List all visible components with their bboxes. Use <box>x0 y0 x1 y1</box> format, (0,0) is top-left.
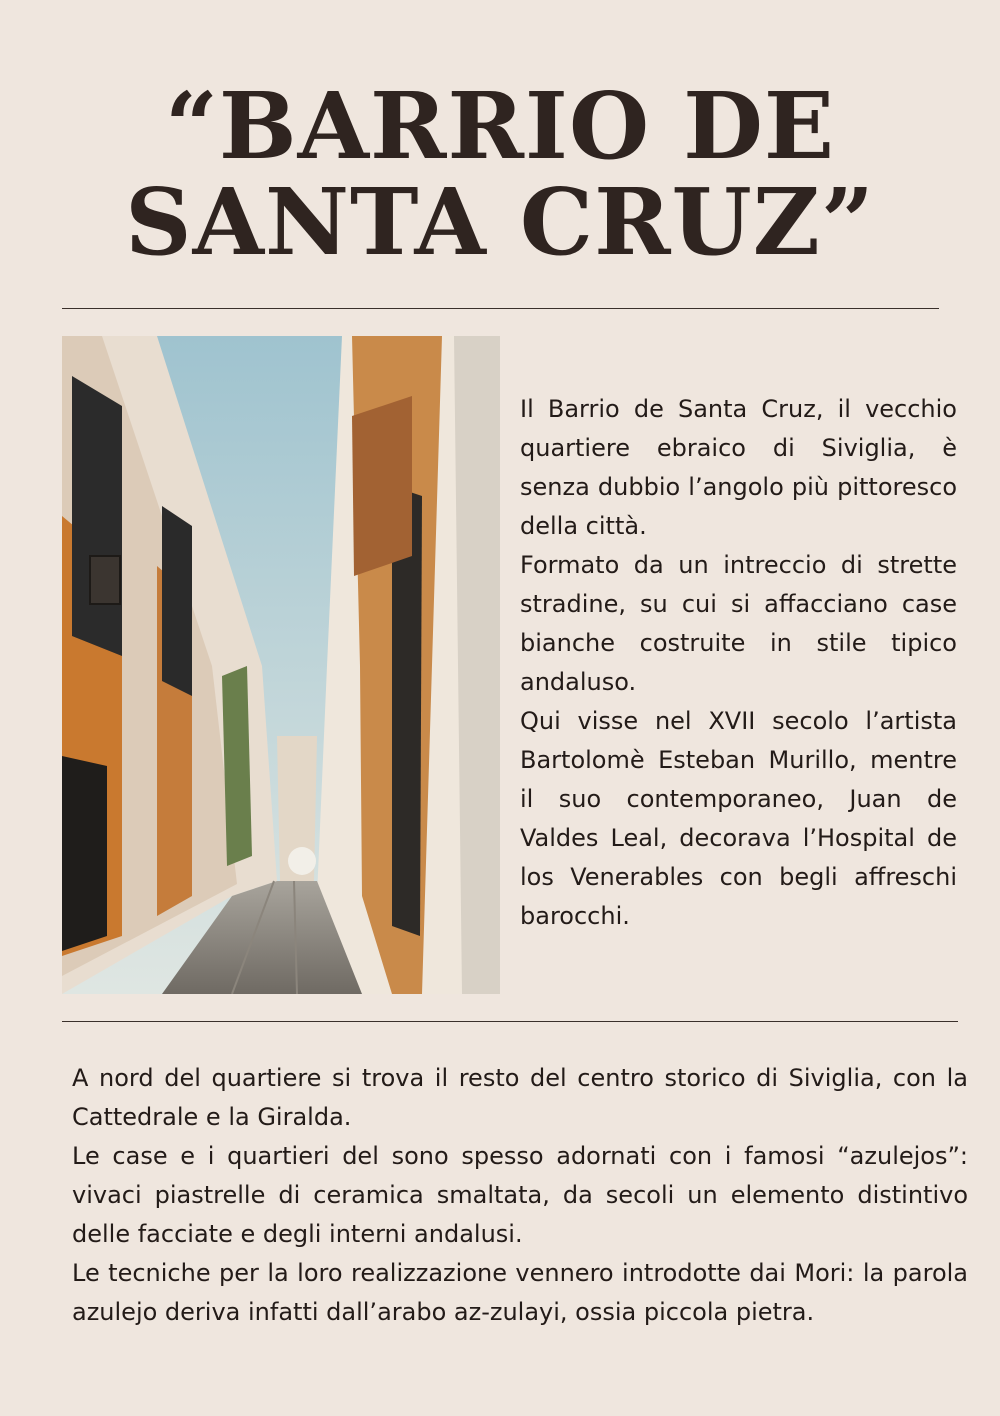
page-title <box>0 72 1000 276</box>
details-paragraph-3: Le tecniche per la loro realizzazione vennero introdotte dai Mori: la parola azulejo deriva infatti dall’arabo az-zulayi, ossia piccola pietra. <box>72 1259 968 1326</box>
middle-divider <box>62 1021 958 1022</box>
title-line-2: SANTA CRUZ” <box>125 168 875 276</box>
details-paragraph-2: Le case e i quartieri del sono spesso adornati con i famosi “azulejos”: vivaci piastrelle di ceramica smaltata, da secoli un elemento distintivo delle facciate e degli interni andalusi. <box>72 1142 968 1248</box>
street-photo <box>62 336 500 994</box>
intro-paragraph-3: Qui visse nel XVII secolo l’artista Bartolomè Esteban Murillo, mentre il suo contemporaneo, Juan de Valdes Leal, decorava l’Hospital de los Venerables con begli affreschi barocchi. <box>520 707 957 930</box>
street-photo-icon <box>62 336 500 994</box>
details-paragraph-1: A nord del quartiere si trova il resto del centro storico di Siviglia, con la Cattedrale e la Giralda. <box>72 1064 968 1131</box>
intro-paragraph-2: Formato da un intreccio di strette stradine, su cui si affacciano case bianche costruite in stile tipico andaluso. <box>520 551 957 696</box>
intro-text <box>520 390 957 936</box>
top-divider <box>62 308 939 309</box>
intro-paragraph-1: Il Barrio de Santa Cruz, il vecchio quartiere ebraico di Siviglia, è senza dubbio l’angolo più pittoresco della città. <box>520 395 957 540</box>
title-line-1: “BARRIO DE <box>164 72 836 180</box>
details-text <box>72 1059 968 1332</box>
